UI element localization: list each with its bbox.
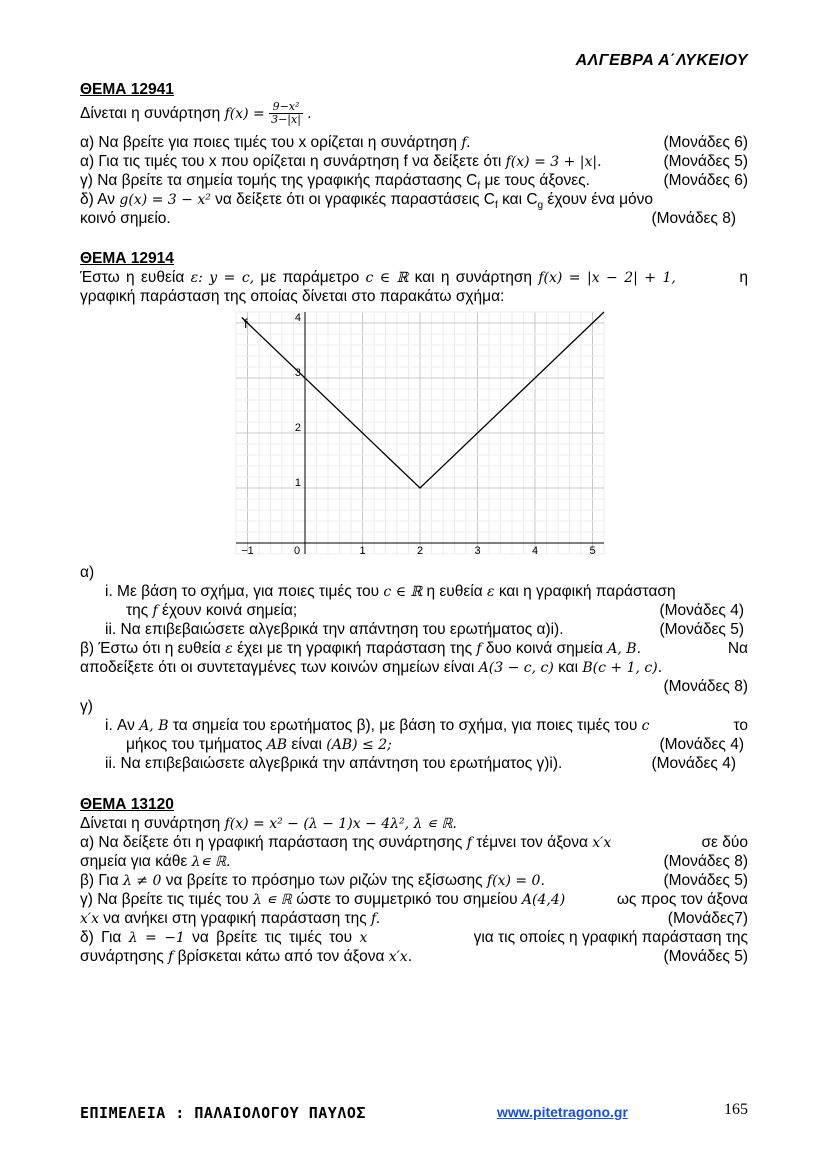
- points: (Μονάδες 5): [663, 948, 748, 965]
- fraction: [269, 101, 303, 126]
- q-math: f.: [371, 911, 381, 927]
- theme-1-title: ΘΕΜΑ 12941: [80, 81, 174, 98]
- q-text: α) Για τις τιμές του x που ορίζεται η συνάρτηση f να δείξετε ότι: [80, 153, 502, 170]
- q-math: c ∈ ℝ: [383, 584, 423, 600]
- q-text: της: [126, 602, 149, 619]
- fraction-numerator: 9−x²: [269, 101, 303, 114]
- page-header: ΑΛΓΕΒΡΑ Α΄ΛΥΚΕΙΟΥ: [575, 52, 748, 69]
- q-math: x: [359, 930, 368, 946]
- q-math: A(3 − c, c): [478, 660, 554, 676]
- q-text: η: [739, 269, 748, 286]
- theme-2-c-label: γ): [80, 698, 93, 715]
- theme-2-q-b-cont: [80, 658, 748, 678]
- x-tick-label: 2: [416, 545, 424, 557]
- q-math: x′x.: [388, 949, 413, 965]
- theme-2-q-ci-cont: [126, 735, 748, 755]
- function-label: f: [244, 316, 248, 331]
- intro-text: Δίνεται η συνάρτηση: [80, 105, 221, 122]
- q-text: γ) Να βρείτε τα σημεία τομής της γραφικής παράστασης C: [80, 172, 478, 189]
- q-math: (AB) ≤ 2;: [326, 737, 392, 753]
- theme-2-title: ΘΕΜΑ 12914: [80, 250, 174, 267]
- q-math: f: [466, 835, 472, 851]
- theme-1-intro: Δίνεται η συνάρτηση f(x) = $\frac{\text{9−x²}}{3-|x|}$ .: [80, 100, 312, 127]
- q-text: τα σημεία του ερωτήματος β), με βάση το σχήμα, για ποιες τιμές του: [172, 717, 638, 734]
- page-number: 165: [724, 1101, 748, 1118]
- subscript: f: [477, 181, 481, 193]
- theme-3-title: ΘΕΜΑ 13120: [80, 796, 174, 813]
- q-text: α) Να δείξετε ότι η γραφική παράσταση της συνάρτησης: [80, 834, 463, 851]
- q-text: ώστε το συμμετρικό του σημείου: [296, 891, 518, 908]
- q-math: g(x) = 3 − x²: [119, 192, 211, 208]
- subscript: f: [494, 200, 498, 212]
- q-text: ii. Να επιβεβαιώσετε αλγεβρικά την απάντηση του ερωτήματος γ)i).: [105, 755, 563, 772]
- q-text: δυο κοινά σημεία: [485, 640, 603, 657]
- q-text: έχει με τη γραφική παράσταση της: [237, 640, 473, 657]
- points: (Μονάδες7): [667, 910, 748, 927]
- points: (Μονάδες 8): [663, 853, 748, 870]
- points: (Μονάδες 4): [659, 602, 744, 619]
- points: (Μονάδες 5): [659, 621, 744, 638]
- q-text: ως προς τον άξονα: [616, 891, 748, 908]
- q-text: και η συνάρτηση: [414, 269, 533, 286]
- q-math: f(x) = 3 + |x|.: [505, 154, 602, 170]
- theme-2-q-cii: [105, 754, 748, 773]
- q-math: AB: [266, 737, 288, 753]
- x-tick-label: 5: [589, 545, 596, 557]
- points: (Μονάδες 4): [651, 755, 736, 772]
- y-tick-label: 2: [294, 422, 301, 434]
- q-math: A, B.: [607, 641, 642, 657]
- q-math: f(x) = 0.: [486, 873, 545, 889]
- q-text: βρίσκεται κάτω από τον άξονα: [177, 948, 385, 965]
- theme-1-q-d-cont: [80, 209, 748, 228]
- q-math: λ = −1: [128, 930, 185, 946]
- theme-3-q-a: [80, 833, 748, 853]
- q-text: με παράμετρο: [260, 269, 360, 286]
- theme-2-q-b: [80, 639, 748, 659]
- q-math: f(x) = x² − (λ − 1)x − 4λ², λ ∊ ℝ.: [224, 816, 457, 832]
- y-tick-label: 3: [294, 367, 301, 379]
- points: (Μονάδες 8): [663, 678, 748, 695]
- points: (Μονάδες 4): [659, 736, 744, 753]
- q-text: και η γραφική παράσταση: [498, 583, 676, 600]
- points: (Μονάδες 6): [663, 134, 748, 151]
- function-graph: [230, 308, 610, 558]
- theme-2-intro: [80, 268, 748, 288]
- points: (Μονάδες 8): [651, 210, 736, 227]
- q-text: είναι: [291, 736, 322, 753]
- q-text: μήκος του τμήματος: [126, 736, 263, 753]
- q-text: να ανήκει στη γραφική παράσταση της: [103, 910, 367, 927]
- theme-3-q-c: [80, 890, 748, 910]
- theme-2-q-ai: [105, 582, 748, 602]
- theme-3-q-b: [80, 871, 748, 891]
- q-math: f: [476, 641, 482, 657]
- q-text: i. Αν: [105, 717, 135, 734]
- q-text: σημεία για κάθε: [80, 853, 188, 870]
- theme-1-q-b: [80, 152, 748, 172]
- q-text: β) Έστω ότι η ευθεία: [80, 640, 221, 657]
- points: (Μονάδες 5): [663, 872, 748, 889]
- footer-website-link[interactable]: www.pitetragono.gr: [497, 1104, 628, 1120]
- q-text: δ) Για: [80, 929, 122, 946]
- theme-3-q-c-cont: [80, 909, 748, 929]
- q-math: x′x: [592, 835, 612, 851]
- graph-grid: [236, 312, 604, 554]
- q-text: για τις οποίες η γραφική παράσταση της: [473, 929, 748, 946]
- q-math: ε: [487, 584, 495, 600]
- q-math: λ∊ ℝ.: [191, 854, 231, 870]
- x-tick-label: 1: [359, 545, 366, 557]
- fraction-denominator: 3−|x|: [271, 113, 301, 127]
- footer-editor: ΕΠΙΜΕΛΕΙΑ : ΠΑΛΑΙΟΛΟΓΟΥ ΠΑΥΛΟΣ: [80, 1104, 366, 1122]
- q-text: β) Για: [80, 872, 119, 889]
- q-math: ε: y = c,: [190, 270, 255, 286]
- q-math: B(c + 1, c).: [582, 660, 663, 676]
- x-tick-label: 4: [531, 545, 539, 557]
- q-math: c: [641, 718, 650, 734]
- q-math: λ ≠ 0: [122, 873, 162, 889]
- graph-tick-labels: [241, 312, 595, 557]
- q-text: ii. Να επιβεβαιώσετε αλγεβρικά την απάντηση του ερωτήματος α)i).: [105, 621, 564, 638]
- q-text: Να: [727, 640, 748, 657]
- theme-2-q-aii: [105, 620, 748, 639]
- q-math: x′x: [80, 911, 99, 927]
- subscript: g: [537, 200, 544, 212]
- q-text: Έστω η ευθεία: [80, 269, 185, 286]
- theme-2-q-ci: [105, 716, 748, 736]
- q-text: κοινό σημείο.: [80, 210, 171, 227]
- q-text: τέμνει τον άξονα: [476, 834, 588, 851]
- q-text: έχουν κοινά σημεία;: [162, 602, 298, 619]
- q-text: Δίνεται η συνάρτηση: [80, 815, 221, 832]
- q-text: με τους άξονες.: [480, 172, 590, 189]
- q-math: f: [168, 949, 174, 965]
- q-text: και C: [497, 191, 538, 208]
- q-text: να δείξετε ότι οι γραφικές παραστάσεις C: [215, 191, 495, 208]
- q-math: f: [152, 603, 158, 619]
- q-math: f(x) = |x − 2| + 1,: [538, 270, 676, 286]
- x-tick-label: −1: [241, 545, 254, 557]
- theme-2-a-label: α): [80, 564, 95, 581]
- q-text: i. Με βάση το σχήμα, για ποιες τιμές του: [105, 583, 380, 600]
- theme-3-q-d-cont: [80, 947, 748, 967]
- q-math: A(4,4): [521, 892, 566, 908]
- q-text: να βρείτε το πρόσημο των ριζών της εξίσωσης: [165, 872, 483, 889]
- q-math: λ ∊ ℝ: [252, 892, 292, 908]
- q-text: και: [558, 659, 579, 676]
- theme-2-q-ai-cont: [126, 601, 748, 621]
- q-text: δ) Αν: [80, 191, 116, 208]
- intro-math: f(x) =: [224, 106, 265, 122]
- q-math: A, B: [139, 718, 169, 734]
- q-text: σε δύο: [701, 834, 748, 851]
- q-math: f.: [461, 135, 471, 151]
- y-tick-label: 1: [294, 477, 301, 489]
- theme-3-q-d: [80, 928, 748, 948]
- q-text: να βρείτε τις τιμές του: [192, 929, 353, 946]
- y-tick-label: 4: [294, 312, 301, 324]
- points: (Μονάδες 6): [663, 172, 748, 189]
- q-text: αποδείξετε ότι οι συντεταγμένες των κοινών σημείων είναι: [80, 659, 475, 676]
- q-text: έχουν ένα μόνο: [543, 191, 654, 208]
- theme-3-q-a-cont: [80, 852, 748, 872]
- x-tick-label: 3: [474, 545, 481, 557]
- q-text: το: [733, 717, 748, 734]
- theme-2-intro-cont: γραφική παράσταση της οποίας δίνεται στο παρακάτω σχήμα:: [80, 288, 505, 305]
- q-math: c ∈ ℝ: [365, 270, 409, 286]
- q-math: ε: [225, 641, 233, 657]
- q-text: α) Να βρείτε για ποιες τιμές του x ορίζεται η συνάρτηση: [80, 134, 457, 151]
- x-tick-label: 0: [293, 545, 301, 557]
- q-text: γ) Να βρείτε τις τιμές του: [80, 891, 249, 908]
- q-text: η ευθεία: [426, 583, 483, 600]
- points: (Μονάδες 5): [663, 153, 748, 170]
- q-text: συνάρτησης: [80, 948, 164, 965]
- theme-1-q-a: [80, 133, 748, 153]
- theme-3-intro: [80, 814, 748, 834]
